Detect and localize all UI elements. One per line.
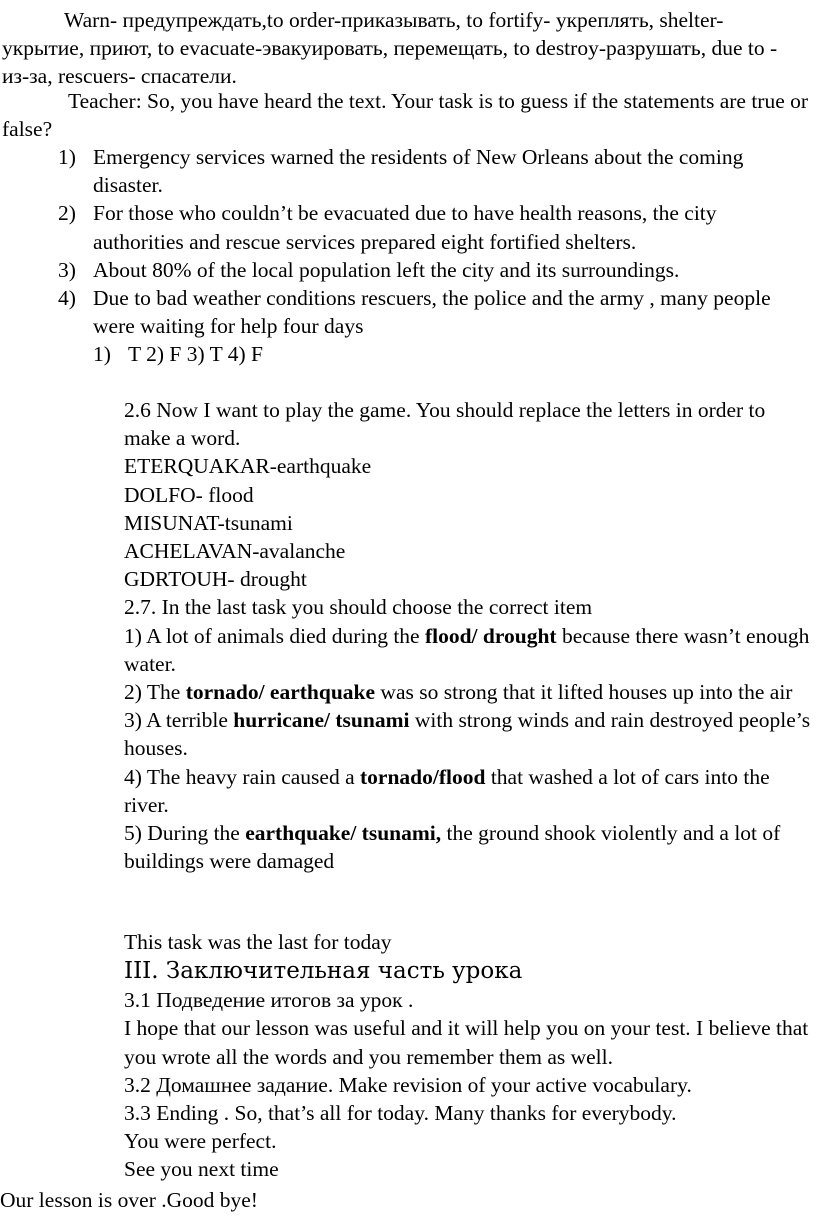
praise-line: You were perfect.	[124, 1129, 277, 1154]
statement-text: Due to bad weather conditions rescuers, the police and the army , many people were waiting for help four days	[93, 286, 771, 339]
statement-text: About 80% of the local population left the city and its surroundings.	[93, 257, 680, 282]
choice-item	[124, 819, 814, 875]
list-item	[58, 199, 798, 255]
answer-text: T 2) F 3) T 4) F	[128, 342, 263, 366]
word-item: GDRTOUH- drought	[124, 567, 307, 592]
word-item: ACHELAVAN-avalanche	[124, 539, 346, 564]
choice-item	[124, 763, 814, 819]
choice-options: tornado/flood	[360, 764, 486, 789]
choice-text: the ground shook violently and a lot of buildings were damaged	[124, 821, 781, 874]
statement-text: For those who couldn’t be evacuated due to have health reasons, the city authorities and rescue services prepared eight fortified shelters.	[93, 201, 717, 254]
word-item: DOLFO- flood	[124, 482, 254, 507]
choice-text: 3) A terrible	[124, 708, 234, 733]
section-heading: III. Заключительная часть урока	[124, 958, 523, 985]
answer-key	[93, 340, 263, 368]
word-item: ETERQUAKAR-earthquake	[124, 454, 372, 479]
list-item	[58, 256, 798, 284]
choice-text: because there wasn’t enough water.	[124, 623, 810, 676]
item-number: 4)	[58, 286, 76, 311]
choose-instruction: 2.7. In the last task you should choose the correct item	[124, 595, 593, 620]
item-number: 3)	[58, 257, 76, 282]
closing-section	[124, 928, 814, 1184]
list-item	[58, 143, 798, 199]
summary-title: 3.1 Подведение итогов за урок .	[124, 988, 414, 1013]
choice-text: 2) The	[124, 680, 186, 705]
choice-item	[124, 622, 814, 678]
farewell-line: See you next time	[124, 1157, 279, 1182]
ending-line: 3.3 Ending . So, that’s all for today. Many thanks for everybody.	[124, 1101, 677, 1126]
statement-text: Emergency services warned the residents of New Orleans about the coming disaster.	[93, 145, 744, 198]
choice-options: tornado/ earthquake	[185, 680, 376, 705]
statements-list	[58, 143, 798, 340]
item-number: 2)	[58, 201, 76, 226]
homework-line: 3.2 Домашнее задание. Make revision of your active vocabulary.	[124, 1072, 692, 1097]
goodbye-line: Our lesson is over .Good bye!	[0, 1188, 258, 1212]
choice-options: earthquake/ tsunami,	[245, 821, 442, 846]
game-section	[124, 396, 814, 875]
vocabulary-paragraph: Warn- предупреждать,to order-приказывать, to fortify- укреплять, shelter-укрытие, приют, to evacuate-эвакуировать, перемещать, to destroy-разрушать, due to - из-за, rescuers- спасатели.	[2, 8, 778, 89]
game-instruction: 2.6 Now I want to play the game. You should replace the letters in order to make a word.	[124, 398, 766, 451]
summary-text: I hope that our lesson was useful and it will help you on your test. I believe that you wrote all the words and you remember them as well.	[124, 1016, 809, 1069]
choice-text: 4) The heavy rain caused a	[124, 764, 360, 789]
choice-text: with strong winds and rain destroyed people’s houses.	[124, 708, 811, 761]
choice-text: that washed a lot of cars into the river.	[124, 764, 770, 817]
choice-options: hurricane/ tsunami	[233, 708, 410, 733]
item-number: 1)	[58, 145, 76, 169]
list-item	[58, 284, 798, 340]
word-item: MISUNAT-tsunami	[124, 510, 293, 535]
choice-text: 5) During the	[124, 821, 246, 846]
choice-options: flood/ drought	[424, 623, 557, 648]
last-task-note: This task was the last for today	[124, 930, 392, 954]
teacher-instruction: Teacher: So, you have heard the text. Your task is to guess if the statements are true or false?	[2, 89, 809, 142]
choice-text: 1) A lot of animals died during the	[124, 623, 425, 648]
item-number: 1)	[93, 342, 111, 366]
choice-text: was so strong that it lifted houses up into the air	[375, 680, 793, 705]
choice-item	[124, 706, 814, 762]
choice-item	[124, 678, 814, 706]
